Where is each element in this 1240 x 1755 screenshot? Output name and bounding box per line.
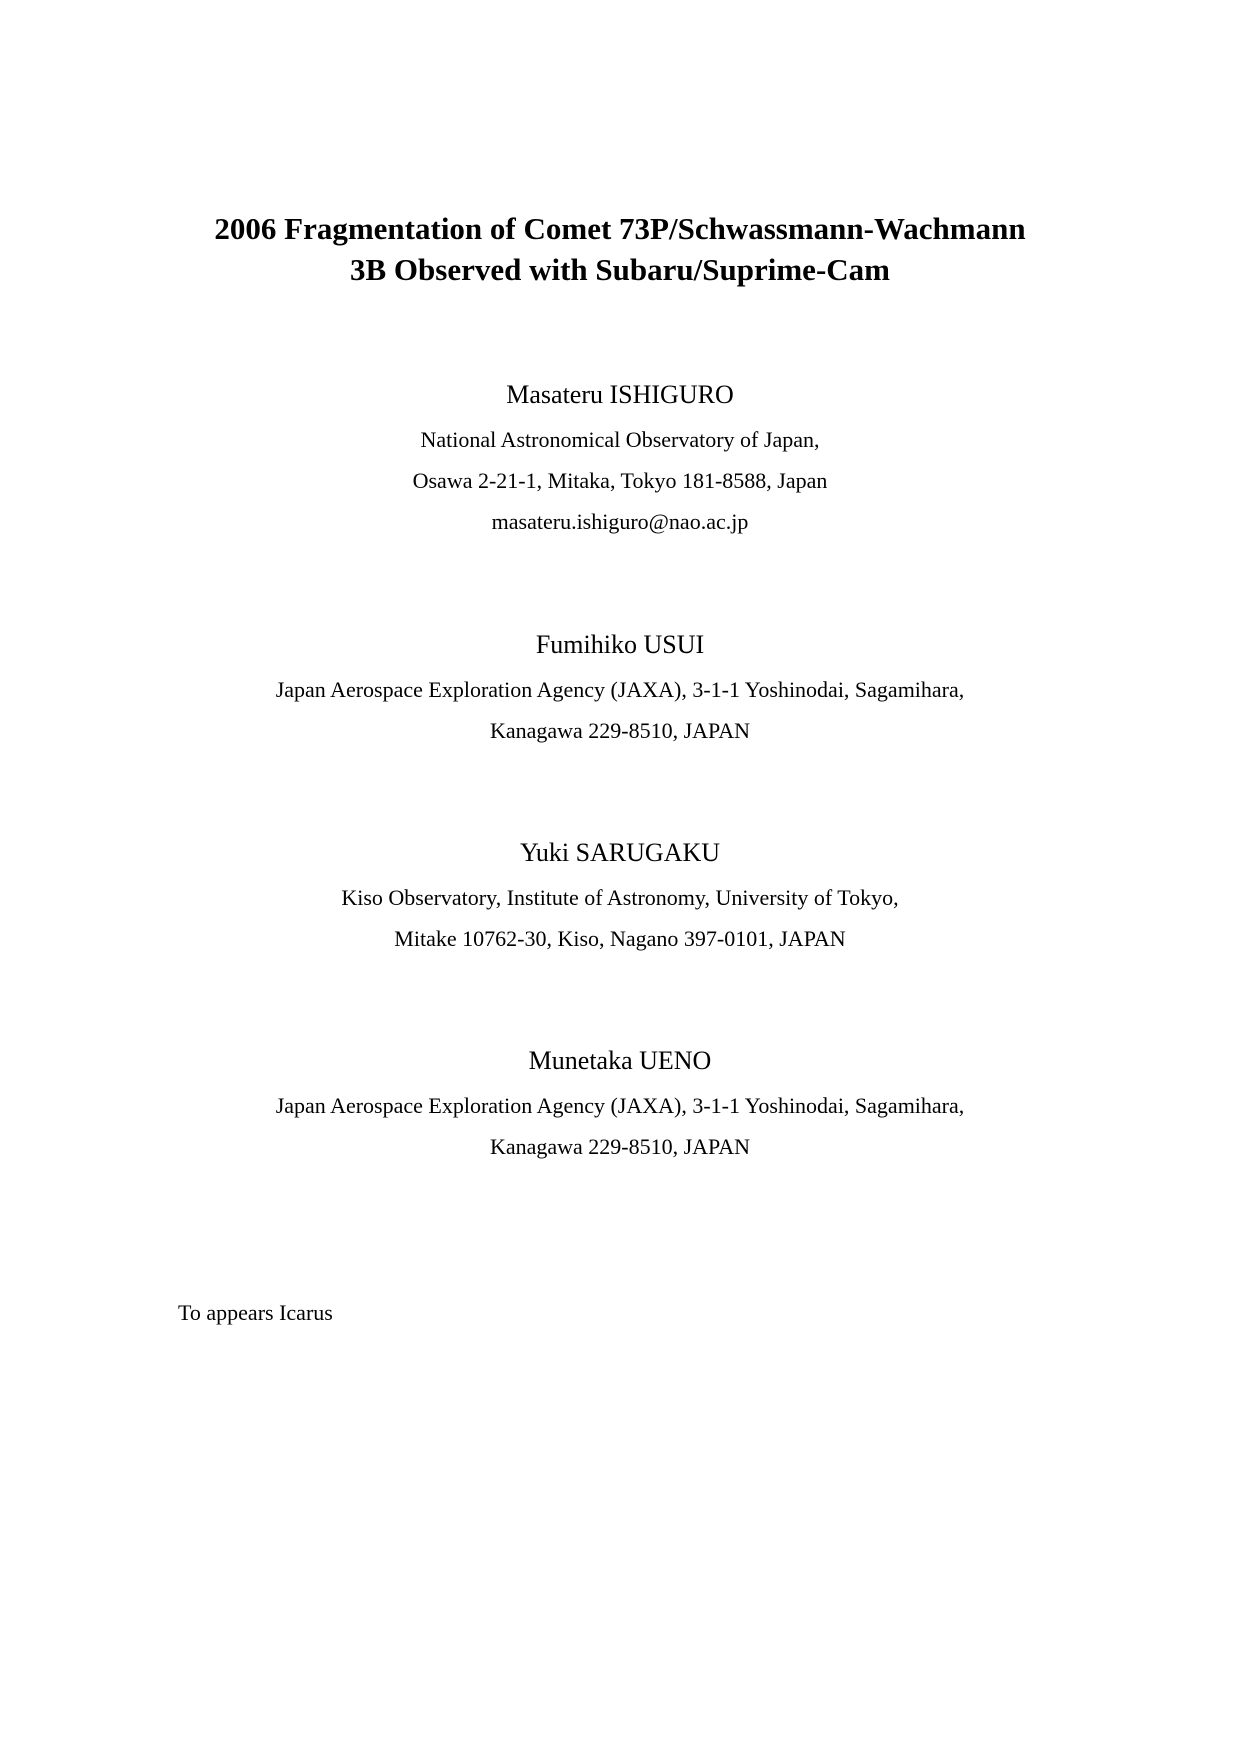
author-block-ueno [0, 1046, 1240, 1167]
publication-note: To appears Icarus [178, 1300, 333, 1325]
author-block-ishiguro [0, 380, 1240, 542]
author-block-usui [0, 630, 1240, 751]
affiliation-line: Japan Aerospace Exploration Agency (JAXA), 3-1-1 Yoshinodai, Sagamihara, [275, 1093, 965, 1118]
author-name: Munetaka UENO [528, 1046, 712, 1075]
author-name: Yuki SARUGAKU [519, 838, 721, 867]
affiliation-line: Osawa 2-21-1, Mitaka, Tokyo 181-8588, Japan [412, 468, 828, 493]
author-name: Fumihiko USUI [535, 630, 705, 659]
paper-title-line-1: 2006 Fragmentation of Comet 73P/Schwassmann-Wachmann [214, 211, 1026, 246]
affiliation-line: National Astronomical Observatory of Japan, [420, 427, 820, 452]
affiliation-line: Mitake 10762-30, Kiso, Nagano 397-0101, JAPAN [394, 926, 846, 951]
affiliation-line: Kiso Observatory, Institute of Astronomy, University of Tokyo, [341, 885, 899, 910]
affiliation-line: Kanagawa 229-8510, JAPAN [489, 718, 751, 743]
affiliation-line: Kanagawa 229-8510, JAPAN [489, 1134, 751, 1159]
author-name: Masateru ISHIGURO [506, 380, 734, 409]
paper-title-line-2: 3B Observed with Subaru/Suprime-Cam [350, 252, 890, 287]
paper-title [0, 208, 1240, 290]
affiliation-line: Japan Aerospace Exploration Agency (JAXA), 3-1-1 Yoshinodai, Sagamihara, [275, 677, 965, 702]
author-email: masateru.ishiguro@nao.ac.jp [491, 509, 749, 534]
author-block-sarugaku [0, 838, 1240, 959]
